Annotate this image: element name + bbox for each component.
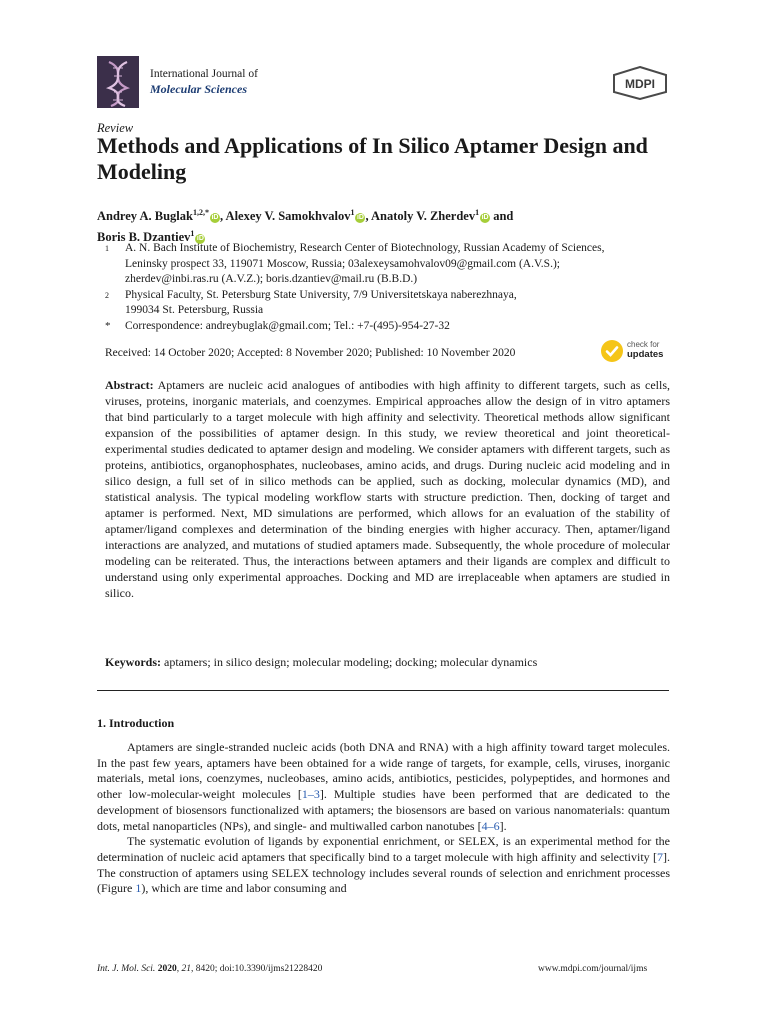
- citation-link[interactable]: 1–3: [301, 787, 320, 802]
- journal-url[interactable]: www.mdpi.com/journal/ijms: [538, 964, 648, 974]
- journal-name-line1: International Journal of: [150, 68, 258, 80]
- author-affiliation-mark: 1,2,*: [192, 208, 209, 217]
- affiliation-item: [105, 288, 665, 319]
- paragraph-text: ), which are time and labor consuming and: [141, 881, 347, 896]
- affiliation-line: Leninsky prospect 33, 119071 Moscow, Russia; 03alexeysamohvalov09@gmail.com (A.V.S.);: [125, 257, 560, 270]
- paragraph-text: ]. The construction of aptamers using SELEX technology includes several rounds of selection and enrichment processes (Figure: [97, 849, 670, 896]
- journal-name: [150, 67, 258, 97]
- journal-logo-icon: [97, 56, 139, 108]
- paragraph-text: Aptamers are single-stranded nucleic acids (both DNA and RNA) with a high affinity toward target molecules. In the past few years, aptamers have been obtained for a wide range of targets, for example, cells, viruses, inorganic materials, metal ions, coenzymes, nucleobases, amino acids, antibiotics, pesticides, polypeptides, and hormones and other low-molecular-weight molecules [: [97, 740, 670, 802]
- journal-name-line2: Molecular Sciences: [150, 82, 247, 96]
- author-name: Alexey V. Samokhvalov: [225, 209, 351, 224]
- check-updates-line2: updates: [627, 349, 664, 360]
- citation-rest: , 8420; doi:10.3390/ijms21228420: [190, 964, 323, 974]
- affiliation-line: 199034 St. Petersburg, Russia: [125, 304, 264, 316]
- affiliation-line: Physical Faculty, St. Petersburg State University, 7/9 Universitetskaya naberezhnaya,: [125, 288, 517, 301]
- check-updates-line1: check for: [627, 340, 660, 349]
- introduction-body: [97, 740, 670, 897]
- orcid-icon[interactable]: iD: [481, 214, 489, 222]
- author-name: Anatoly V. Zherdev: [371, 209, 476, 224]
- author-name: Boris B. Dzantiev: [97, 230, 191, 245]
- paragraph-text: ]. Multiple studies have been performed that are dedicated to the development of biosensors functionalized with aptamers; the biosensors are based on various nanomaterials: quantum dots, metal nanoparticles (NPs), and single- and multiwalled carbon nanotubes [: [97, 787, 670, 833]
- article-type: Review: [97, 121, 134, 135]
- orcid-icon[interactable]: iD: [211, 214, 219, 222]
- check-updates-icon: [600, 339, 624, 363]
- page-title: Methods and Applications of In Silico Aptamer Design and Modeling: [97, 133, 648, 184]
- author-separator: ,: [219, 209, 226, 224]
- footer-citation: Int. J. Mol. Sci. 2020, 21, 8420; doi:10.3390/ijms21228420: [97, 964, 323, 974]
- affiliation-line: Correspondence: andreybuglak@gmail.com; Tel.: +7-(495)-954-27-32: [125, 319, 450, 332]
- author-separator: ,: [365, 209, 372, 224]
- citation-link[interactable]: 4–6: [481, 818, 500, 833]
- abstract: [105, 377, 670, 601]
- paragraph-text: ].: [499, 818, 507, 833]
- publication-dates: Received: 14 October 2020; Accepted: 8 November 2020; Published: 10 November 2020: [105, 347, 516, 359]
- affiliation-list: [105, 241, 665, 334]
- affiliation-mark: *: [105, 319, 111, 332]
- author-name: Andrey A. Buglak: [97, 209, 193, 224]
- abstract-text: Aptamers are nucleic acid analogues of antibodies with high affinity to different targets, such as cells, viruses, proteins, inorganic materials, and coenzymes. Empirical approaches allow the design of in vitro aptamers that bind particularly to a target molecule with high affinity and selectivity. Theoretical methods allow significant expansion of the possibilities of aptamer design. In this study, we review theoretical and joint theoretical-experimental studies dedicated to aptamer design and modeling. We consider aptamers with different targets, such as proteins, antibiotics, organophosphates, nucleobases, amino acids, and drugs. During nucleic acid modeling and in silico design, a full set of in silico methods can be applied, such as docking, molecular dynamics (MD), and statistical analysis. The typical modeling workflow starts with structure prediction. Then, docking of target and aptamer is performed. Next, MD simulations are performed, which allows for an evaluation of the stability of aptamer/ligand complexes and determination of the binding energies with higher accuracy. Then, aptamer/ligand interactions are analyzed, and mutations of studied aptamers made. Subsequently, the whole procedure of molecular modeling can be reiterated. Thus, the interactions between aptamers and their ligands are complex and difficult to understand using only experimental approaches. Docking and MD are irreplaceable when aptamers are studied in silico.: [105, 378, 670, 600]
- affiliation-item: [105, 241, 665, 288]
- orcid-icon[interactable]: iD: [196, 235, 204, 243]
- citation-year: 2020: [157, 964, 177, 974]
- citation-link[interactable]: 7: [657, 849, 663, 864]
- keywords: [105, 654, 670, 670]
- abstract-label: Abstract:: [105, 378, 154, 392]
- author-separator: and: [490, 209, 514, 224]
- paragraph: [97, 834, 670, 897]
- affiliation-line: A. N. Bach Institute of Biochemistry, Research Center of Biotechnology, Russian Academy of Sciences,: [125, 242, 605, 254]
- check-for-updates-button[interactable]: [600, 338, 672, 366]
- affiliation-mark: 2: [105, 290, 109, 300]
- mdpi-logo-icon: [612, 66, 668, 100]
- paragraph: [97, 740, 670, 834]
- author-affiliation-mark: 1: [475, 208, 480, 217]
- section-heading: 1. Introduction: [97, 716, 175, 730]
- affiliation-mark: 1: [105, 244, 109, 253]
- journal-abbreviation: Int. J. Mol. Sci.: [97, 964, 156, 974]
- author-affiliation-mark: 1: [190, 229, 195, 239]
- figure-link[interactable]: 1: [135, 881, 142, 896]
- author-list: [97, 204, 667, 246]
- affiliation-item: [105, 319, 665, 335]
- publisher-name: MDPI: [625, 77, 655, 91]
- keywords-text: aptamers; in silico design; molecular modeling; docking; molecular dynamics: [164, 655, 538, 669]
- author-affiliation-mark: 1: [350, 208, 355, 217]
- section-divider: [97, 690, 669, 691]
- paragraph-text: The systematic evolution of ligands by exponential enrichment, or SELEX, is an experimental method for the determination of nucleic acid aptamers that specifically bind to a target molecule with high affinity and selectivity [: [97, 834, 670, 864]
- affiliation-line: zherdev@inbi.ras.ru (A.V.Z.); boris.dzantiev@mail.ru (B.B.D.): [125, 273, 418, 285]
- citation-volume: 21: [181, 964, 191, 974]
- keywords-label: Keywords:: [105, 655, 161, 669]
- orcid-icon[interactable]: iD: [356, 214, 364, 222]
